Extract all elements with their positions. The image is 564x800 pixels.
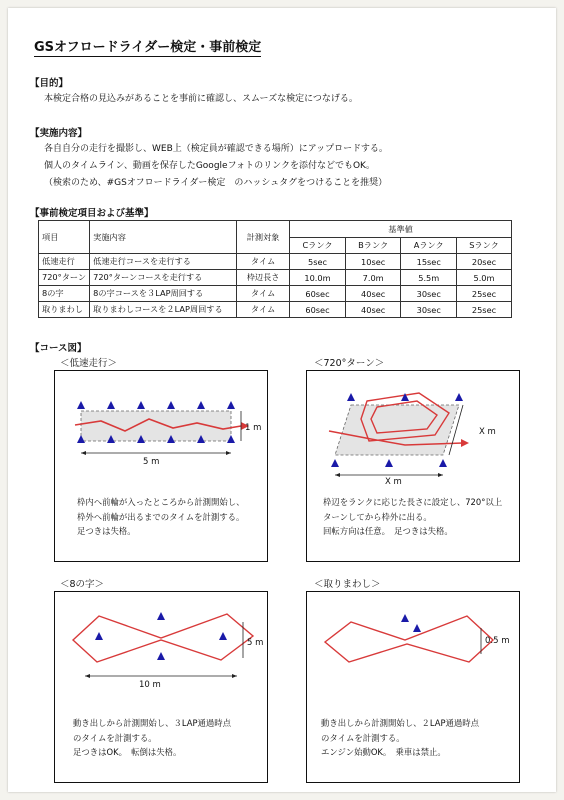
- description-line: 枠辺をランクに応じた長さに設定し、720°以上: [323, 497, 503, 507]
- cell-content: 低速走行コースを走行する: [90, 254, 237, 270]
- description-line: のタイムを計測する。: [321, 732, 405, 743]
- cell-item: 取りまわし: [39, 302, 90, 318]
- description-line: 動き出しから計測開始し、３LAP通過時点: [73, 718, 232, 728]
- course-label-handling: ＜取りまわし＞: [314, 579, 381, 590]
- contents-line: 各自自分の走行を撮影し、WEB上（検定員が確認できる場所）にアップロードする。: [44, 144, 388, 154]
- header-standard: 基準値: [290, 221, 512, 238]
- cell-target: タイム: [237, 254, 290, 270]
- dim-length-label: 10 m: [139, 680, 161, 690]
- course-panel-turn: [306, 370, 520, 562]
- cell-value: 25sec: [457, 302, 512, 318]
- slow-description: [77, 495, 245, 539]
- table-row: [39, 302, 512, 318]
- cell-value: 5sec: [290, 254, 346, 270]
- description-line: ターンしてから枠外に出る。: [323, 511, 432, 522]
- header-content: 実施内容: [90, 221, 237, 254]
- dim-gap-label: 0.5 m: [485, 636, 510, 646]
- description-line: 動き出しから計測開始し、２LAP通過時点: [321, 718, 480, 728]
- cell-value: 60sec: [290, 302, 346, 318]
- document-page: [8, 8, 556, 792]
- course-label-turn: ＜720°ターン＞: [314, 358, 385, 369]
- course-heading: 【コース図】: [30, 343, 87, 354]
- page-title: GSオフロードライダー検定・事前検定: [34, 36, 261, 57]
- cell-content: 8の字コースを３LAP周回する: [90, 286, 237, 302]
- cell-value: 5.5m: [401, 270, 457, 286]
- cell-item: 8の字: [39, 286, 90, 302]
- cell-value: 40sec: [345, 286, 401, 302]
- header-rank: Bランク: [345, 238, 401, 254]
- cell-value: 5.0m: [457, 270, 512, 286]
- dim-side-label: X m: [479, 427, 496, 437]
- dim-length-label: 5 m: [143, 457, 160, 467]
- slow-course-diagram: [55, 371, 267, 483]
- header-target: 計測対象: [237, 221, 290, 254]
- table-row: [39, 286, 512, 302]
- course-panel-handling: [306, 591, 520, 783]
- handling-description: [321, 716, 479, 760]
- cell-target: 枠辺長さ: [237, 270, 290, 286]
- description-line: エンジン始動OK。 乗車は禁止。: [321, 747, 446, 757]
- description-line: 枠内へ前輪が入ったところから計測開始し、: [77, 497, 245, 507]
- table-row: [39, 254, 512, 270]
- course-panel-figure8: [54, 591, 268, 783]
- header-rank: Sランク: [457, 238, 512, 254]
- description-line: 足つきは失格。: [77, 526, 136, 536]
- cell-value: 60sec: [290, 286, 346, 302]
- cell-value: 30sec: [401, 302, 457, 318]
- table-row: [39, 270, 512, 286]
- cell-content: 取りまわしコースを２LAP周回する: [90, 302, 237, 318]
- figure8-description: [73, 716, 231, 760]
- header-rank: Aランク: [401, 238, 457, 254]
- course-panel-slow: [54, 370, 268, 562]
- header-item: 項目: [39, 221, 90, 254]
- course-label-slow: ＜低速走行＞: [60, 358, 118, 369]
- cell-value: 15sec: [401, 254, 457, 270]
- contents-heading: 【実施内容】: [30, 128, 88, 139]
- cell-value: 40sec: [345, 302, 401, 318]
- cell-item: 低速走行: [39, 254, 90, 270]
- handling-course-diagram: [307, 592, 519, 704]
- turn-description: [323, 495, 502, 539]
- cell-value: 10sec: [345, 254, 401, 270]
- cell-value: 10.0m: [290, 270, 346, 286]
- cell-value: 30sec: [401, 286, 457, 302]
- dim-width-label: 5 m: [247, 638, 264, 648]
- criteria-table: [38, 220, 512, 318]
- cell-target: タイム: [237, 286, 290, 302]
- description-line: 足つきはOK。 転倒は失格。: [73, 747, 182, 757]
- contents-line: 個人のタイムライン、動画を保存したGoogleフォトのリンクを添付などでもOK。: [44, 161, 375, 171]
- description-line: のタイムを計測する。: [73, 732, 157, 743]
- description-line: 回転方向は任意。 足つきは失格。: [323, 526, 453, 536]
- dim-base-label: X m: [385, 477, 402, 487]
- cell-value: 25sec: [457, 286, 512, 302]
- criteria-heading: 【事前検定項目および基準】: [30, 208, 154, 219]
- header-rank: Cランク: [290, 238, 346, 254]
- purpose-text: 本検定合格の見込みがあることを事前に確認し、スムーズな検定につなげる。: [44, 94, 358, 104]
- cell-value: 20sec: [457, 254, 512, 270]
- cell-target: タイム: [237, 302, 290, 318]
- purpose-heading: 【目的】: [30, 78, 69, 89]
- table-header-row: [39, 221, 512, 238]
- cell-value: 7.0m: [345, 270, 401, 286]
- cell-content: 720°ターンコースを走行する: [90, 270, 237, 286]
- dim-width-label: 1 m: [245, 423, 262, 433]
- cell-item: 720°ターン: [39, 270, 90, 286]
- course-label-figure8: ＜8の字＞: [60, 579, 105, 590]
- contents-line: （検索のため、#GSオフロードライダー検定 のハッシュタグをつけることを推奨）: [44, 178, 388, 188]
- figure8-course-diagram: [55, 592, 267, 704]
- description-line: 枠外へ前輪が出るまでのタイムを計測する。: [77, 511, 245, 522]
